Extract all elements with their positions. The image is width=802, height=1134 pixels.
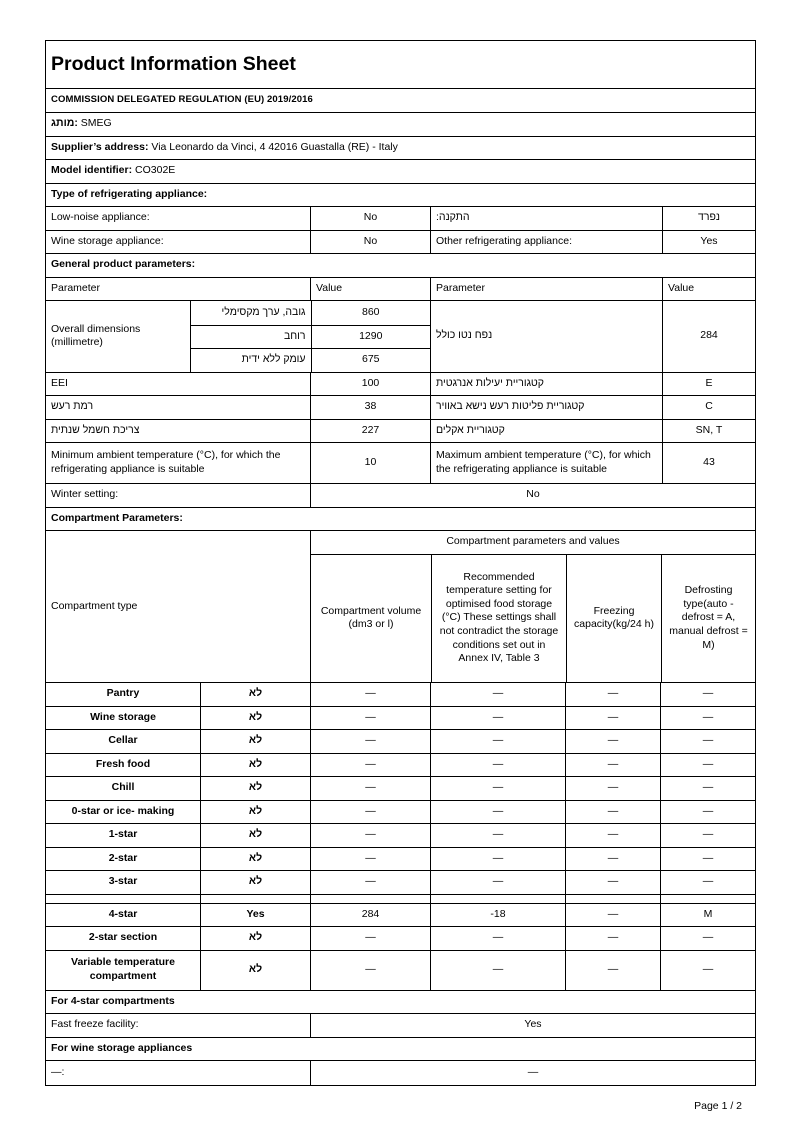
- param-label: צריכת חשמל שנתית: [51, 423, 140, 436]
- compartment-defrost: —: [660, 871, 755, 894]
- freezing-column-header: Freezing capacity(kg/24 h): [566, 555, 661, 683]
- compartment-freezing: —: [565, 801, 660, 824]
- compartment-present: לא: [200, 777, 310, 800]
- supplier-field: [51, 141, 398, 155]
- compartment-temperature: —: [430, 801, 565, 824]
- compartment-volume: —: [310, 707, 430, 730]
- fast-freeze-label: Fast freeze facility:: [51, 1018, 139, 1031]
- value-header: Value: [310, 278, 430, 301]
- compartment-row: [46, 683, 755, 707]
- param-value: 227: [310, 420, 430, 443]
- dimensions-label: Overall dimensions (millimetre): [51, 322, 141, 349]
- param-label: קטגוריית יעילות אנרגטית: [430, 373, 662, 396]
- wine-row: [46, 1061, 755, 1085]
- compartment-volume: —: [310, 824, 430, 847]
- param-label: קטגוריית אקלים: [430, 420, 662, 443]
- supplier-row: [46, 137, 755, 161]
- winter-setting-label: Winter setting:: [51, 488, 119, 501]
- compartment-column-headers: [311, 555, 755, 683]
- net-volume-label: נפח נטו כולל: [430, 301, 662, 372]
- parameter-header-row: [46, 278, 755, 302]
- general-section-heading-row: [46, 254, 755, 278]
- compartment-row: [46, 777, 755, 801]
- compartment-temperature: —: [430, 707, 565, 730]
- param-value: C: [662, 396, 755, 419]
- param-value: Yes: [662, 231, 755, 254]
- compartment-freezing: —: [565, 904, 660, 927]
- compartment-spacer-row: [46, 895, 755, 904]
- general-row: [46, 420, 755, 444]
- compartment-temperature: —: [430, 754, 565, 777]
- fast-freeze-value: Yes: [310, 1014, 755, 1037]
- compartment-temperature: —: [430, 777, 565, 800]
- compartment-type-column-header: Compartment type: [51, 599, 138, 612]
- compartment-volume: —: [310, 777, 430, 800]
- compartment-row: [46, 904, 755, 928]
- compartment-volume: 284: [310, 904, 430, 927]
- compartment-volume: —: [310, 848, 430, 871]
- wine-heading: For wine storage appliances: [51, 1041, 193, 1054]
- compartment-temperature: —: [430, 927, 565, 950]
- param-label: Other refrigerating appliance:: [430, 231, 662, 254]
- compartment-name: 4-star: [108, 907, 138, 920]
- compartment-freezing: —: [565, 951, 660, 990]
- compartment-defrost: —: [660, 927, 755, 950]
- net-volume-value: 284: [662, 301, 755, 372]
- compartment-freezing: —: [565, 683, 660, 706]
- param-value: 38: [310, 396, 430, 419]
- param-value: 43: [662, 443, 755, 483]
- compartment-row: [46, 754, 755, 778]
- wine-label: —:: [51, 1065, 65, 1078]
- type-row: [46, 231, 755, 255]
- compartment-freezing: —: [565, 777, 660, 800]
- compartment-defrost: —: [660, 683, 755, 706]
- general-row: [46, 443, 755, 484]
- param-value: נפרד: [662, 207, 755, 230]
- compartment-present: לא: [200, 848, 310, 871]
- wine-heading-row: [46, 1038, 755, 1062]
- compartment-name: 2-star: [108, 851, 138, 864]
- compartment-name: Chill: [111, 781, 135, 794]
- compartment-defrost: —: [660, 707, 755, 730]
- compartment-freezing: —: [565, 927, 660, 950]
- compartment-row: [46, 871, 755, 895]
- compartment-name: Wine storage: [90, 710, 156, 723]
- param-label: Low-noise appliance:: [51, 211, 150, 224]
- model-label: Model identifier:: [51, 164, 133, 177]
- dimension-label: רוחב: [283, 329, 306, 342]
- dimension-sub-row: [191, 301, 430, 325]
- compartment-volume: —: [310, 754, 430, 777]
- fast-freeze-row: [46, 1014, 755, 1038]
- compartment-name: 0-star or ice- making: [71, 804, 175, 817]
- supplier-value: Via Leonardo da Vinci, 4 42016 Guastalla (RE) - Italy: [151, 140, 398, 153]
- compartment-row: [46, 801, 755, 825]
- compartment-params-span-header: Compartment parameters and values: [311, 531, 755, 555]
- compartment-defrost: —: [660, 848, 755, 871]
- dimension-value: 860: [311, 301, 431, 325]
- defrost-column-header: Defrosting type(auto - defrost = A, manual defrost = M): [661, 555, 755, 683]
- param-value: No: [310, 207, 430, 230]
- compartment-defrost: —: [660, 777, 755, 800]
- compartment-name: 1-star: [108, 828, 138, 841]
- dimension-label: עומק ללא ידית: [241, 353, 306, 366]
- compartment-present: Yes: [200, 904, 310, 927]
- compartment-present: לא: [200, 801, 310, 824]
- regulation-text: COMMISSION DELEGATED REGULATION (EU) 2019/2016: [51, 94, 313, 106]
- compartment-table-header: [46, 531, 755, 683]
- type-section-heading: Type of refrigerating appliance:: [51, 187, 208, 200]
- compartment-defrost: —: [660, 730, 755, 753]
- brand-field: [51, 117, 112, 131]
- param-label: Wine storage appliance:: [51, 234, 164, 247]
- compartment-temperature: —: [430, 951, 565, 990]
- compartment-name: Cellar: [108, 734, 138, 747]
- compartment-defrost: —: [660, 951, 755, 990]
- compartment-freezing: —: [565, 707, 660, 730]
- page-number: Page 1 / 2: [694, 1100, 742, 1112]
- compartment-freezing: —: [565, 754, 660, 777]
- product-information-sheet: [45, 40, 756, 1086]
- compartment-volume: —: [310, 801, 430, 824]
- compartment-freezing: —: [565, 848, 660, 871]
- compartment-row: [46, 848, 755, 872]
- wine-value: —: [310, 1061, 755, 1085]
- param-label: רמת רעש: [51, 400, 94, 413]
- brand-label: מותג:: [51, 117, 78, 130]
- compartment-row: [46, 951, 755, 991]
- compartment-params-header-group: [310, 531, 755, 682]
- compartment-name: Fresh food: [95, 757, 151, 770]
- dimension-sub-row: [191, 348, 430, 372]
- param-label: התקנה:: [430, 207, 662, 230]
- volume-column-header: Compartment volume (dm3 or l): [320, 604, 422, 631]
- compartment-defrost: M: [660, 904, 755, 927]
- dimension-value: 1290: [311, 326, 431, 349]
- compartment-section-heading: Compartment Parameters:: [51, 511, 183, 524]
- temperature-column-header: Recommended temperature setting for optimised food storage (°C) These settings shall not contradict the storage conditions set out in Annex IV, Table 3: [431, 555, 566, 683]
- compartment-defrost: —: [660, 754, 755, 777]
- compartment-present: לא: [200, 754, 310, 777]
- compartment-row: [46, 730, 755, 754]
- compartment-defrost: —: [660, 824, 755, 847]
- dimension-sub-row: [191, 325, 430, 349]
- compartment-present: לא: [200, 927, 310, 950]
- dimensions-sub-table: [190, 301, 430, 372]
- value-header: Value: [662, 278, 755, 301]
- dimensions-row: [46, 301, 755, 373]
- general-row: [46, 396, 755, 420]
- winter-setting-row: [46, 484, 755, 508]
- dimension-value: 675: [311, 349, 431, 372]
- compartment-row: [46, 707, 755, 731]
- compartment-name: Variable temperature compartment: [71, 956, 175, 982]
- compartment-temperature: —: [430, 871, 565, 894]
- compartment-present: לא: [200, 951, 310, 990]
- compartment-freezing: —: [565, 824, 660, 847]
- param-value: SN, T: [662, 420, 755, 443]
- dimension-label: גובה, ערך מקסימלי: [221, 305, 306, 318]
- param-label: Maximum ambient temperature (°C), for which the refrigerating appliance is suitable: [430, 443, 662, 483]
- regulation-row: [46, 89, 755, 113]
- compartment-present: לא: [200, 871, 310, 894]
- model-value: CO302E: [135, 164, 176, 177]
- compartment-freezing: —: [565, 871, 660, 894]
- param-label: EEI: [51, 376, 68, 389]
- winter-setting-value: No: [310, 484, 755, 507]
- param-label: קטגוריית פליטות רעש נישא באוויר: [430, 396, 662, 419]
- type-section-heading-row: [46, 184, 755, 208]
- compartment-row: [46, 824, 755, 848]
- compartment-defrost: —: [660, 801, 755, 824]
- four-star-heading: For 4-star compartments: [51, 994, 175, 1007]
- brand-row: [46, 113, 755, 137]
- supplier-label: Supplier’s address:: [51, 140, 149, 153]
- general-row: [46, 373, 755, 397]
- compartment-present: לא: [200, 683, 310, 706]
- brand-value: SMEG: [80, 117, 112, 130]
- compartment-temperature: —: [430, 683, 565, 706]
- compartment-name: 2-star section: [88, 931, 158, 944]
- param-value: No: [310, 231, 430, 254]
- compartment-name: Pantry: [106, 687, 140, 700]
- param-value: 100: [310, 373, 430, 396]
- compartment-freezing: —: [565, 730, 660, 753]
- param-label: Minimum ambient temperature (°C), for which the refrigerating appliance is suitable: [51, 449, 281, 475]
- page-title: Product Information Sheet: [51, 52, 296, 75]
- compartment-volume: —: [310, 951, 430, 990]
- compartment-section-heading-row: [46, 508, 755, 532]
- compartment-present: לא: [200, 707, 310, 730]
- param-value: E: [662, 373, 755, 396]
- type-row: [46, 207, 755, 231]
- compartment-volume: —: [310, 871, 430, 894]
- compartment-temperature: —: [430, 848, 565, 871]
- compartment-temperature: —: [430, 730, 565, 753]
- general-section-heading: General product parameters:: [51, 258, 196, 271]
- compartment-name: 3-star: [108, 875, 138, 888]
- compartment-temperature: —: [430, 824, 565, 847]
- compartment-present: לא: [200, 824, 310, 847]
- parameter-header: Parameter: [430, 278, 662, 301]
- parameter-header: Parameter: [51, 281, 101, 294]
- param-value: 10: [310, 443, 430, 483]
- compartment-temperature: -18: [430, 904, 565, 927]
- model-row: [46, 160, 755, 184]
- four-star-heading-row: [46, 991, 755, 1015]
- title-row: [46, 41, 755, 89]
- compartment-row: [46, 927, 755, 951]
- compartment-present: לא: [200, 730, 310, 753]
- compartment-volume: —: [310, 730, 430, 753]
- compartment-volume: —: [310, 927, 430, 950]
- compartment-volume: —: [310, 683, 430, 706]
- model-field: [51, 164, 175, 178]
